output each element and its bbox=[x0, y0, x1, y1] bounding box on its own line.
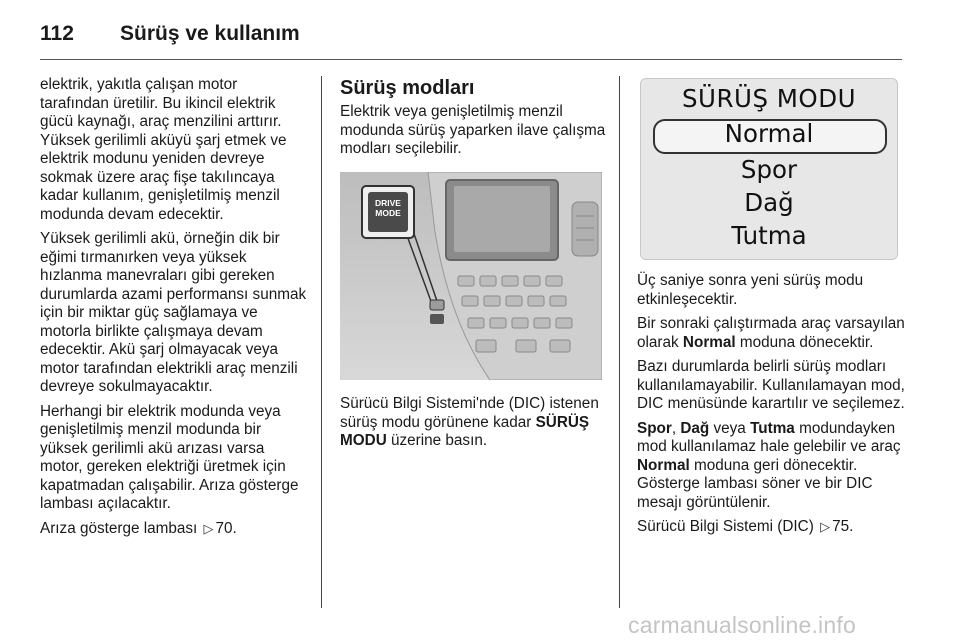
watermark: carmanualsonline.info bbox=[628, 612, 856, 638]
drive-mode-name: SÜRÜŞ MODU bbox=[340, 413, 590, 449]
paragraph bbox=[637, 420, 907, 513]
text: moduna dönecektir. bbox=[739, 333, 874, 351]
paragraph: elektrik, yakıtla çalışan motor tarafından üretilir. Bu ikincil elektrik gücü kaynağı, araç menzilini arttırır. Yüksek gerilimli aküyü şarj etmek ve elektrik modunu yeniden devreye sokmak üzere araç fişe takılıncaya kadar kullanım, genişletilmiş menzil modunda devam edecektir. bbox=[40, 76, 287, 223]
instruction-text: Sürücü Bilgi Sistemi'nde (DIC) istenen sürüş modu görünene kadar bbox=[340, 395, 599, 431]
page-number: 112 bbox=[40, 22, 74, 45]
paragraph bbox=[637, 315, 907, 352]
page-reference-icon: ▷ bbox=[203, 520, 214, 536]
paragraph: Herhangi bir elektrik modunda veya genişletilmiş menzil modunda bir yüksek gerilimli akü arızası varsa motor, gereken elektriği üretmek için kapatmadan çalışabilir. Arıza gösterge lambası açılacaktır. bbox=[40, 402, 299, 512]
paragraph-reference bbox=[637, 518, 907, 537]
mode-name: Dağ bbox=[680, 419, 710, 437]
dic-option-tutma[interactable]: Tutma bbox=[731, 221, 807, 250]
text: Bir sonraki çalıştırmada araç varsayılan olarak bbox=[637, 315, 905, 351]
page-reference[interactable]: 70. bbox=[215, 519, 237, 537]
drive-mode-label-2: MODE bbox=[375, 208, 401, 218]
dic-option-normal[interactable]: Normal bbox=[724, 119, 814, 148]
page-header bbox=[40, 14, 900, 58]
paragraph: Bazı durumlarda belirli sürüş modları kullanılamayabilir. Kullanılamayan mod, DIC menüsünde karartılır ve seçilemez. bbox=[637, 358, 905, 412]
column-divider-1 bbox=[321, 76, 322, 608]
paragraph-reference bbox=[40, 520, 308, 539]
paragraph: Yüksek gerilimli akü, örneğin dik bir eğimi tırmanırken veya yüksek hızlanma manevraları gibi gereken durumlarda azami performansı sunmak için bir miktar güç sağlamaya ve motorla birlikte çalışmaya devam edecektir. Akü şarj olmayacak veya motor tarafından elektrikli araç menzili devreye sokulmayacaktır. bbox=[40, 230, 307, 395]
instruction-text-end: üzerine basın. bbox=[391, 432, 488, 449]
page-reference-icon: ▷ bbox=[820, 519, 831, 534]
column-divider-2 bbox=[619, 76, 620, 608]
mode-name: Normal bbox=[637, 456, 690, 474]
drive-mode-label-1: DRIVE bbox=[375, 198, 401, 208]
paragraph-instruction bbox=[340, 395, 610, 451]
column-1 bbox=[40, 76, 308, 544]
section-heading: Sürüş modları bbox=[340, 77, 475, 99]
header-divider bbox=[40, 59, 902, 60]
page-reference[interactable]: 75. bbox=[832, 518, 854, 535]
text: modundayken mod kullanılamaz hale gelebilir ve araç bbox=[637, 419, 901, 455]
mode-name: Normal bbox=[682, 333, 736, 351]
dic-option-spor[interactable]: Spor bbox=[740, 155, 798, 184]
dic-option-dag[interactable]: Dağ bbox=[744, 188, 794, 217]
text: veya bbox=[713, 419, 746, 437]
column-3 bbox=[637, 272, 907, 543]
dic-display bbox=[640, 78, 898, 260]
paragraph: Üç saniye sonra yeni sürüş modu etkinleşecektir. bbox=[637, 272, 864, 308]
drive-mode-button[interactable] bbox=[368, 198, 408, 230]
column-2 bbox=[340, 76, 610, 165]
separator: , bbox=[671, 419, 677, 437]
text: moduna geri dönecektir. Gösterge lambası söner ve bir DIC mesajı görüntülenir. bbox=[637, 456, 873, 511]
mode-name: Tutma bbox=[750, 419, 795, 437]
reference-text: Sürücü Bilgi Sistemi (DIC) bbox=[637, 518, 814, 535]
reference-text: Arıza gösterge lambası bbox=[40, 519, 198, 537]
paragraph: Elektrik veya genişletilmiş menzil modunda sürüş yaparken ilave çalışma modları seçilebilir. bbox=[340, 103, 606, 157]
section-title: Sürüş ve kullanım bbox=[120, 22, 300, 45]
mode-name: Spor bbox=[637, 419, 672, 437]
dic-title: SÜRÜŞ MODU bbox=[682, 84, 856, 113]
column-2-lower bbox=[340, 395, 610, 457]
